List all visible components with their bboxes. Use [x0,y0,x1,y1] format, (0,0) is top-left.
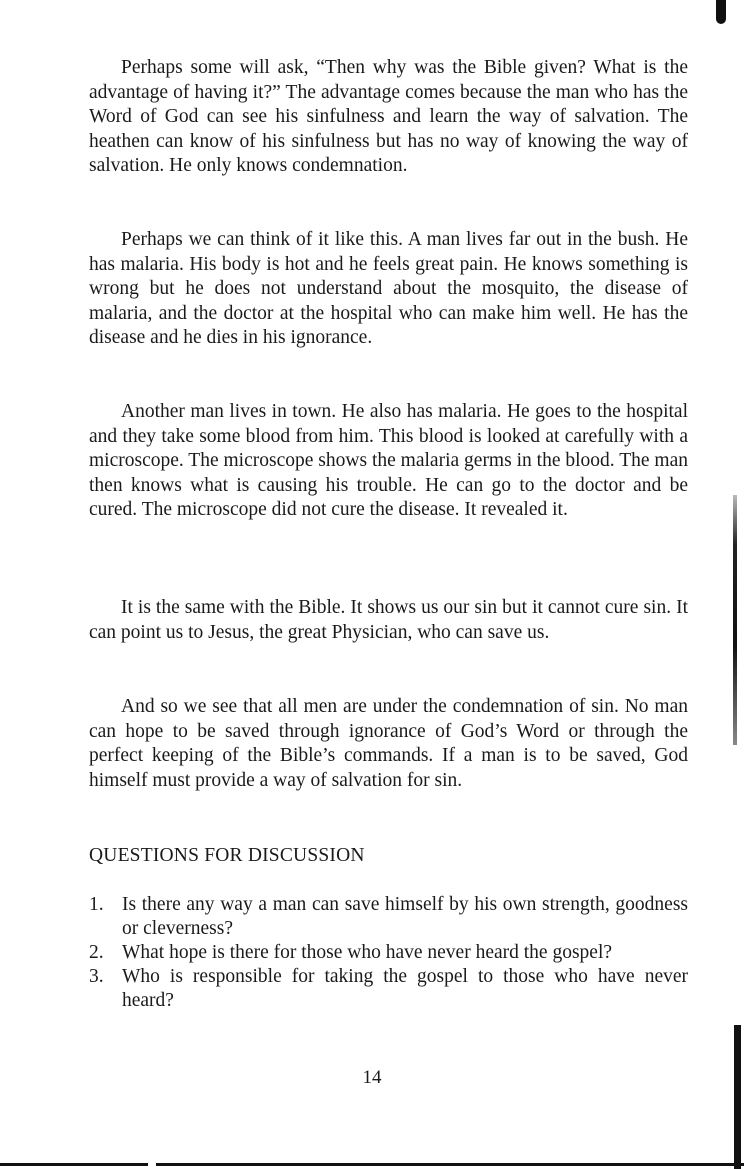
page-number: 14 [362,1067,382,1088]
section-heading: QUESTIONS FOR DISCUSSION [89,845,365,866]
scan-bottom-edge [0,1163,148,1166]
paragraph-block [89,400,688,523]
body-paragraph: Perhaps some will ask, “Then why was the Bible given? What is the advantage of having it?” The advantage comes because the man who has the Word of God can see his sinfulness and learn the way of salvation. The heathen can know of his sinfulness but has no way of knowing the way of salvation. He only knows condemnation. [89,57,688,176]
paragraph-block [89,596,688,645]
question-item [89,941,688,965]
question-item [89,893,688,941]
question-list [89,893,688,1013]
question-text: Who is responsible for taking the gospel to those who have never heard? [122,966,688,1011]
question-number: 2. [89,942,104,963]
question-number: 1. [89,894,104,915]
scan-edge-mark [734,1025,741,1169]
question-number: 3. [89,966,104,987]
scan-edge-mark [716,0,726,24]
question-text: Is there any way a man can save himself by his own strength, goodness or cleverness? [122,894,688,939]
paragraph-block [89,228,688,351]
body-paragraph: And so we see that all men are under the condemnation of sin. No man can hope to be saved through ignorance of God’s Word or through the perfect keeping of the Bible’s commands. If a man is to be saved, God himself must provide a way of salvation for sin. [89,696,688,791]
question-item [89,965,688,1013]
paragraph-block [89,56,688,179]
paragraph-block [89,695,688,793]
body-paragraph: It is the same with the Bible. It shows us our sin but it cannot cure sin. It can point us to Jesus, the great Physician, who can save us. [89,597,688,643]
body-paragraph: Another man lives in town. He also has malaria. He goes to the hospital and they take some blood from him. This blood is looked at carefully with a microscope. The microscope shows the malaria germs in the blood. The man then knows what is causing his trouble. He can go to the doctor and be cured. The microscope did not cure the disease. It revealed it. [89,401,688,520]
body-paragraph: Perhaps we can think of it like this. A man lives far out in the bush. He has malaria. His body is hot and he feels great pain. He knows something is wrong but he does not understand about the mosquito, the disease of malaria, and the doctor at the hospital who can make him well. He has the disease and he dies in his ignorance. [89,229,688,348]
question-text: What hope is there for those who have never heard the gospel? [122,942,613,963]
scan-edge-mark [733,495,737,745]
scan-bottom-edge [156,1163,744,1166]
